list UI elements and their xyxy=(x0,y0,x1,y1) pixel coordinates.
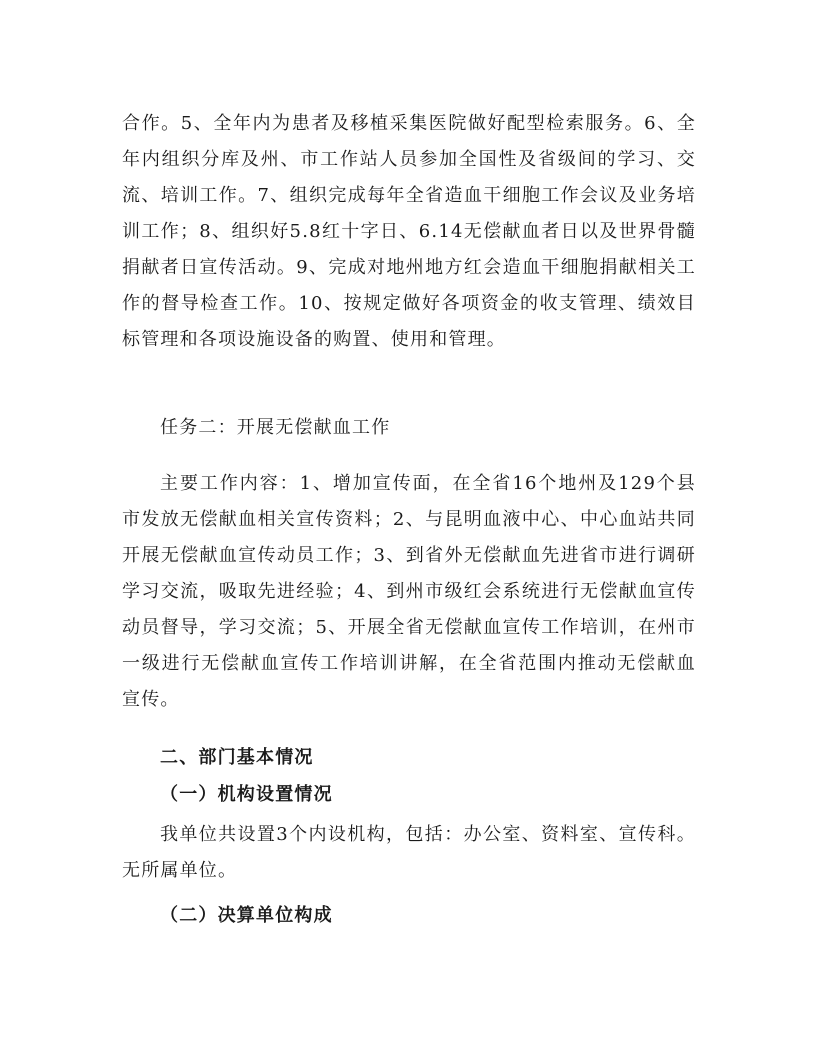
org-setup-body: 我单位共设置3个内设机构，包括：办公室、资料室、宣传科。无所属单位。 xyxy=(122,824,696,881)
subsection-heading-unit-composition: （二）决算单位构成 xyxy=(160,905,333,926)
continued-paragraph: 合作。5、全年内为患者及移植采集医院做好配型检索服务。6、全年内组织分库及州、市工作站人员参加全国性及省级间的学习、交流、培训工作。7、组织完成每年全省造血干细胞工作会议及业务培训工作；8、组织好5.8红十字日、6.14无偿献血者日以及世界骨髓捐献者日宣传活动。9、完成对地州地方红会造血干细胞捐献相关工作的督导检查工作。10、按规定做好各项资金的收支管理、绩效目标管理和各项设施设备的购置、使用和管理。 xyxy=(122,113,696,350)
subsection-heading-org-setup: （一）机构设置情况 xyxy=(160,784,333,805)
task-two-body: 主要工作内容：1、增加宣传面，在全省16个地州及129个县市发放无偿献血相关宣传资料；2、与昆明血液中心、中心血站共同开展无偿献血宣传动员工作；3、到省外无偿献血先进省市进行调研学习交流，吸取先进经验；4、到州市级红会系统进行无偿献血宣传动员督导，学习交流；5、开展全省无偿献血宣传工作培训，在州市一级进行无偿献血宣传工作培训讲解，在全省范围内推动无偿献血宣传。 xyxy=(122,473,696,710)
task-two-heading: 任务二：开展无偿献血工作 xyxy=(160,417,391,438)
section-heading-dept-info: 二、部门基本情况 xyxy=(160,747,314,768)
